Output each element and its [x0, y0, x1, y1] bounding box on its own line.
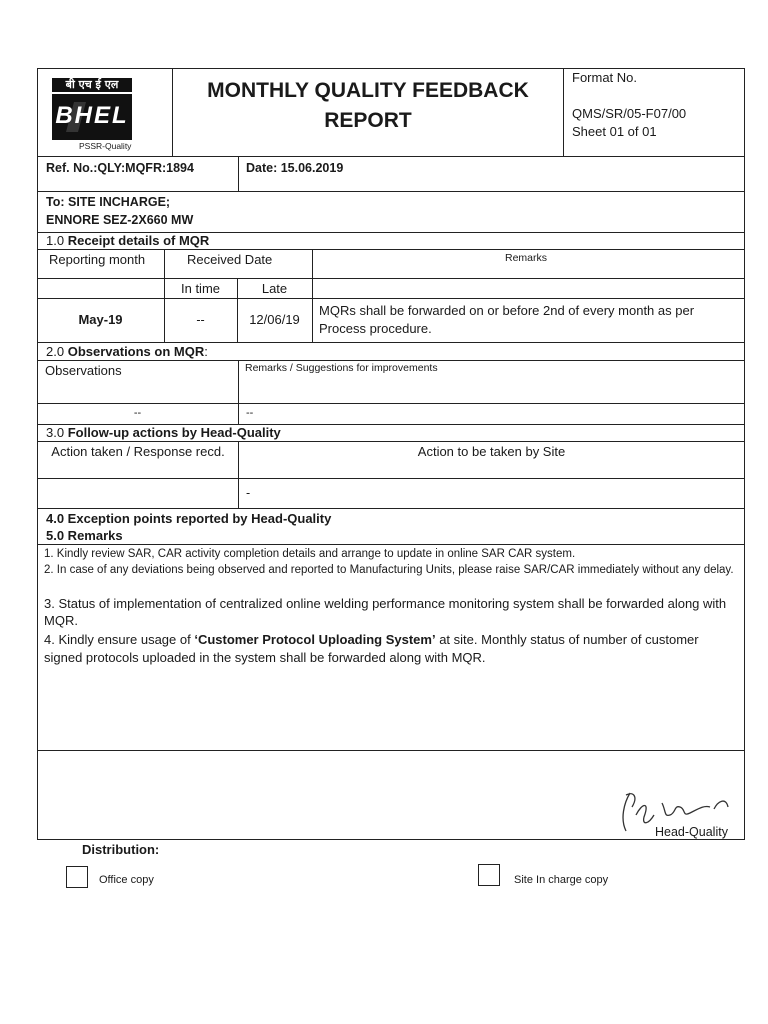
row-remarks: MQRs shall be forwarded on or before 2nd of every month as per Process procedure. [319, 303, 695, 336]
logo-hindi-text: बी एच ई एल [65, 78, 119, 91]
ref-number: Ref. No.:QLY:MQFR:1894 [46, 161, 194, 175]
subcol-in-time: In time [180, 281, 220, 296]
format-label: Format No. [572, 70, 638, 85]
rule-header-bottom [37, 156, 745, 157]
rule-format-left [563, 68, 564, 156]
rule-ref-bottom [37, 191, 745, 192]
remark-1: 1. Kindly review SAR, CAR activity completion details and arrange to update in online SAR CAR system. [44, 548, 576, 560]
to-site: ENNORE SEZ-2X660 MW [46, 213, 194, 227]
signature-label: Head-Quality [655, 825, 728, 839]
bhel-logo [52, 78, 132, 140]
col-remarks: Remarks [505, 252, 548, 264]
subcol-late: Late [261, 281, 288, 296]
logo-caption: PSSR-Quality [79, 141, 132, 151]
rule-sec1-row-bottom [37, 342, 745, 343]
logo-text: BHEL [55, 102, 129, 129]
office-copy-checkbox[interactable] [66, 866, 88, 888]
sheet-number: Sheet 01 of 01 [572, 124, 657, 139]
col-action-site: Action to be taken by Site [417, 444, 566, 459]
col-received-date: Received Date [187, 252, 273, 267]
row-late: 12/06/19 [249, 312, 300, 327]
row-observation: -- [133, 407, 142, 419]
row-in-time: -- [196, 313, 205, 327]
report-title-line2: REPORT [324, 109, 412, 132]
rule-sec3-head-bottom [37, 478, 745, 479]
section1-heading: 1.0 Receipt details of MQR [46, 233, 210, 248]
col-action-taken: Action taken / Response recd. [51, 444, 225, 459]
to-recipient: To: SITE INCHARGE; [46, 195, 171, 209]
rule-sec5-title-bottom [37, 544, 745, 545]
site-copy-label: Site In charge copy [514, 874, 609, 886]
row-action-site: - [246, 486, 251, 500]
site-copy-checkbox[interactable] [478, 864, 500, 886]
section3-heading: 3.0 Follow-up actions by Head-Quality [46, 425, 281, 440]
remark-3: 3. Status of implementation of centralized online welding performance monitoring system shall be forwarded along with MQR. [44, 596, 727, 628]
section4-heading: 4.0 Exception points reported by Head-Quality [46, 511, 332, 526]
section2-heading: 2.0 Observations on MQR: [46, 344, 208, 359]
rule-remarks-bottom [37, 750, 745, 751]
rule-sec3-row-bottom [37, 508, 745, 509]
row-reporting-month: May-19 [78, 312, 123, 327]
col-reporting-month: Reporting month [49, 252, 146, 267]
rule-sec1-sub-bottom [37, 298, 745, 299]
rule-sec2-head-bottom [37, 403, 745, 404]
rule-ref-divider [238, 156, 239, 191]
rule-sec3-title-bottom [37, 441, 745, 442]
office-copy-label: Office copy [99, 874, 154, 886]
rule-sec1-title-bottom [37, 249, 745, 250]
report-title-line1: MONTHLY QUALITY FEEDBACK [207, 79, 529, 102]
report-date: Date: 15.06.2019 [246, 161, 344, 175]
rule-sec2-col [238, 360, 239, 424]
remark-4: 4. Kindly ensure usage of ‘Customer Protocol Uploading System’ at site. Monthly status of number of customer signed protocols uploaded in the system shall be forwarded along with MQR. [44, 632, 699, 665]
rule-sec1-head-bottom [37, 278, 745, 279]
section5-heading: 5.0 Remarks [46, 528, 123, 543]
rule-sec2-title-bottom [37, 360, 745, 361]
row-remark: -- [246, 407, 254, 419]
rule-sec1-col3 [312, 249, 313, 342]
distribution-heading: Distribution: [82, 842, 160, 857]
col-remarks-suggestions: Remarks / Suggestions for improvements [245, 362, 438, 374]
remark-2: 2. In case of any deviations being observed and reported to Manufacturing Units, please raise SAR/CAR immediately without any delay. [44, 564, 734, 576]
format-number: QMS/SR/05-F07/00 [572, 106, 687, 121]
col-observations: Observations [45, 363, 122, 378]
